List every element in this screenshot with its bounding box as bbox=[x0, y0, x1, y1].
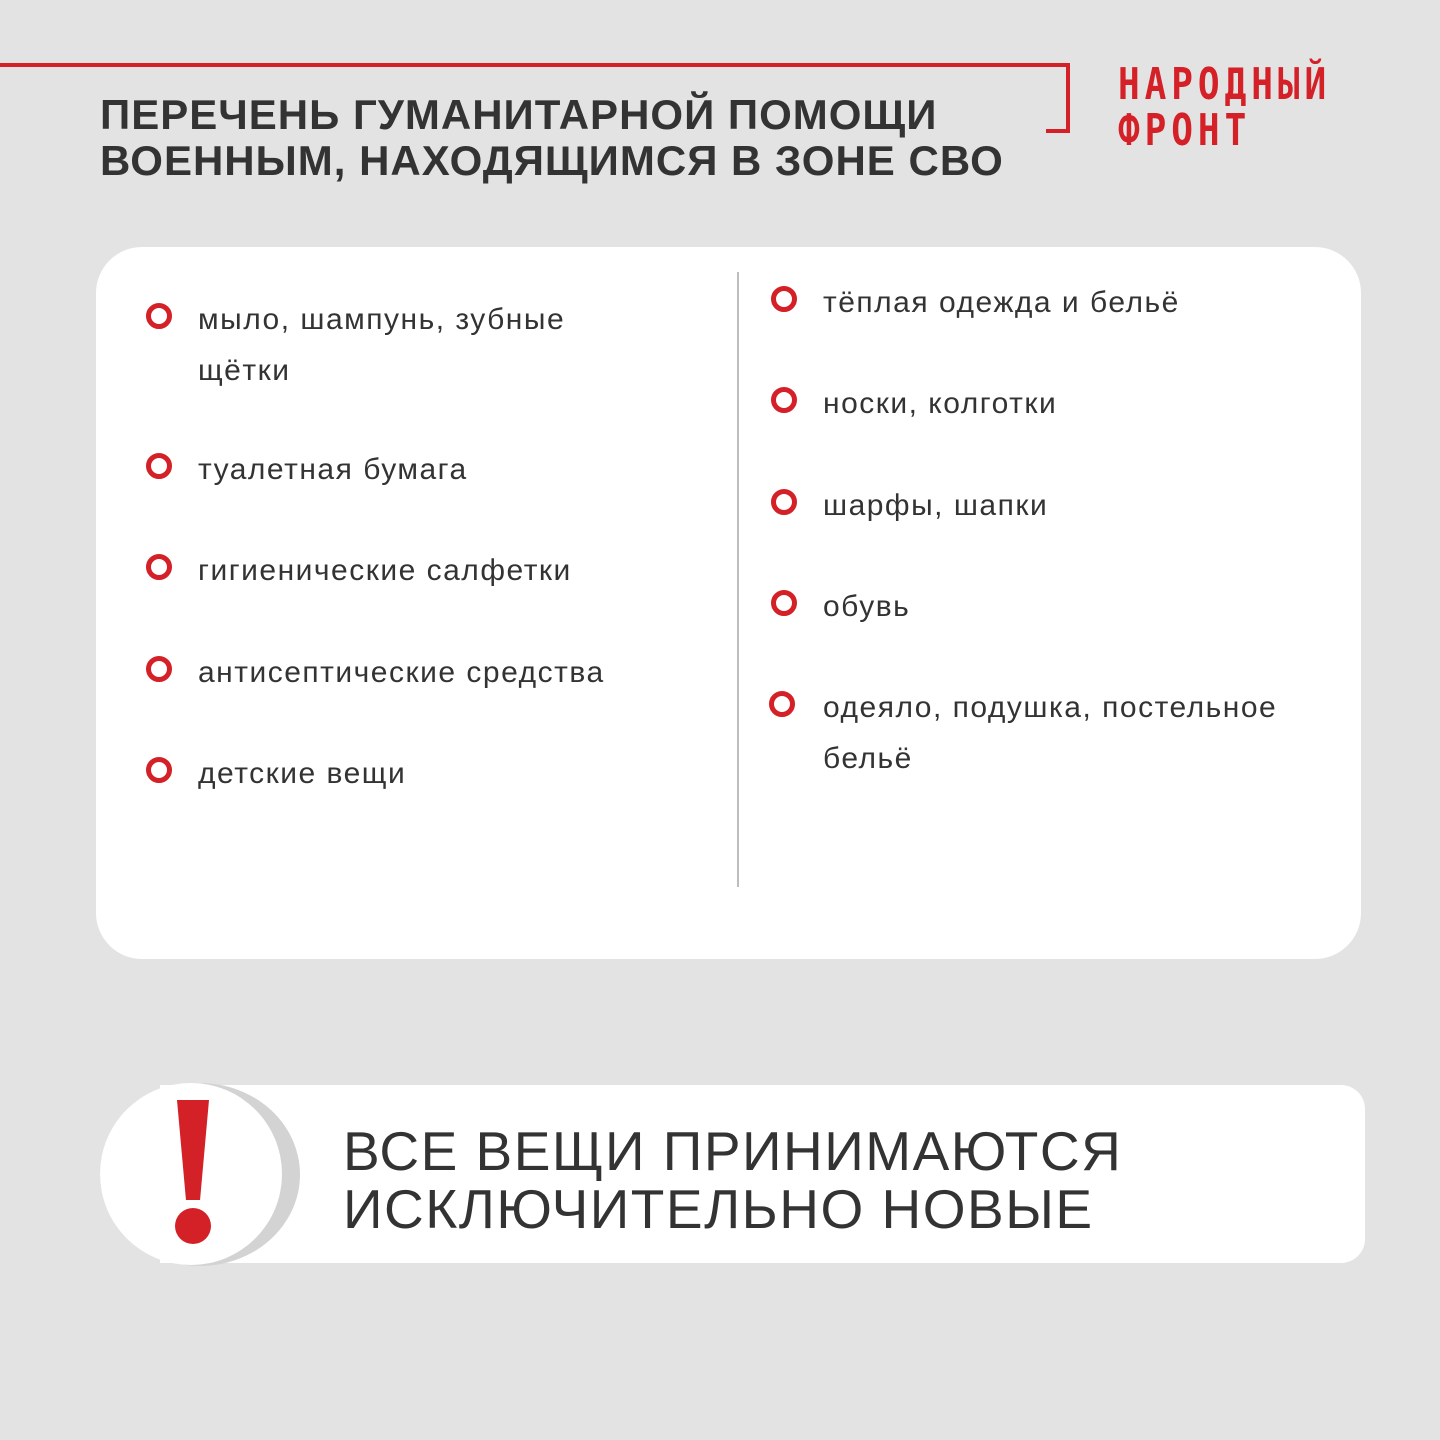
bullet-ring-icon bbox=[771, 286, 797, 312]
list-item-text: обувь bbox=[823, 590, 911, 623]
list-item-text: детские вещи bbox=[198, 757, 407, 790]
list-item bbox=[769, 682, 1277, 784]
bullet-ring-icon bbox=[769, 691, 795, 717]
header-frame-top-line bbox=[0, 63, 1070, 67]
bullet-ring-icon bbox=[771, 489, 797, 515]
bullet-ring-icon bbox=[771, 387, 797, 413]
list-item-text: туалетная бумага bbox=[198, 453, 468, 486]
list-item-text bbox=[823, 682, 1277, 784]
list-item-text: антисептические средства bbox=[198, 656, 605, 689]
logo-line-2: ФРОНТ bbox=[1118, 105, 1252, 156]
bullet-ring-icon bbox=[771, 590, 797, 616]
narodny-front-logo bbox=[1118, 59, 1339, 156]
list-item bbox=[146, 545, 572, 596]
list-item-text-line-2: бельё bbox=[823, 742, 913, 775]
list-item-text-line-2: щётки bbox=[198, 354, 291, 387]
notice-text-line-1: ВСЕ ВЕЩИ ПРИНИМАЮТСЯ bbox=[343, 1120, 1123, 1182]
list-item-text: шарфы, шапки bbox=[823, 489, 1049, 522]
bullet-ring-icon bbox=[146, 757, 172, 783]
list-item-text-line-1: одеяло, подушка, постельное bbox=[823, 691, 1278, 724]
list-item-text bbox=[198, 294, 565, 396]
list-item bbox=[771, 277, 1180, 328]
header-frame-right-line bbox=[1066, 63, 1070, 133]
list-item bbox=[146, 647, 605, 698]
list-item bbox=[146, 444, 468, 495]
page-title-line-1: ПЕРЕЧЕНЬ ГУМАНИТАРНОЙ ПОМОЩИ bbox=[100, 91, 938, 138]
bullet-ring-icon bbox=[146, 453, 172, 479]
list-item bbox=[771, 480, 1048, 531]
items-card bbox=[96, 247, 1361, 959]
notice-text-line-2: ИСКЛЮЧИТЕЛЬНО НОВЫЕ bbox=[343, 1178, 1094, 1240]
list-item bbox=[771, 378, 1057, 429]
bullet-ring-icon bbox=[146, 303, 172, 329]
exclamation-dot-icon bbox=[175, 1208, 211, 1244]
list-item-text-line-1: мыло, шампунь, зубные bbox=[198, 303, 566, 336]
list-item bbox=[771, 581, 910, 632]
list-item-text: носки, колготки bbox=[823, 387, 1058, 420]
page-title-line-2: ВОЕННЫМ, НАХОДЯЩИМСЯ В ЗОНЕ СВО bbox=[100, 137, 1004, 184]
list-item bbox=[146, 294, 565, 396]
notice-text bbox=[343, 1122, 1343, 1238]
page-title bbox=[100, 92, 1060, 184]
list-item-text: тёплая одежда и бельё bbox=[823, 286, 1180, 319]
list-item-text: гигиенические салфетки bbox=[198, 554, 572, 587]
column-divider bbox=[737, 272, 739, 887]
bullet-ring-icon bbox=[146, 656, 172, 682]
logo-line-1: НАРОДНЫЙ bbox=[1118, 59, 1332, 110]
list-item bbox=[146, 748, 406, 799]
bullet-ring-icon bbox=[146, 554, 172, 580]
